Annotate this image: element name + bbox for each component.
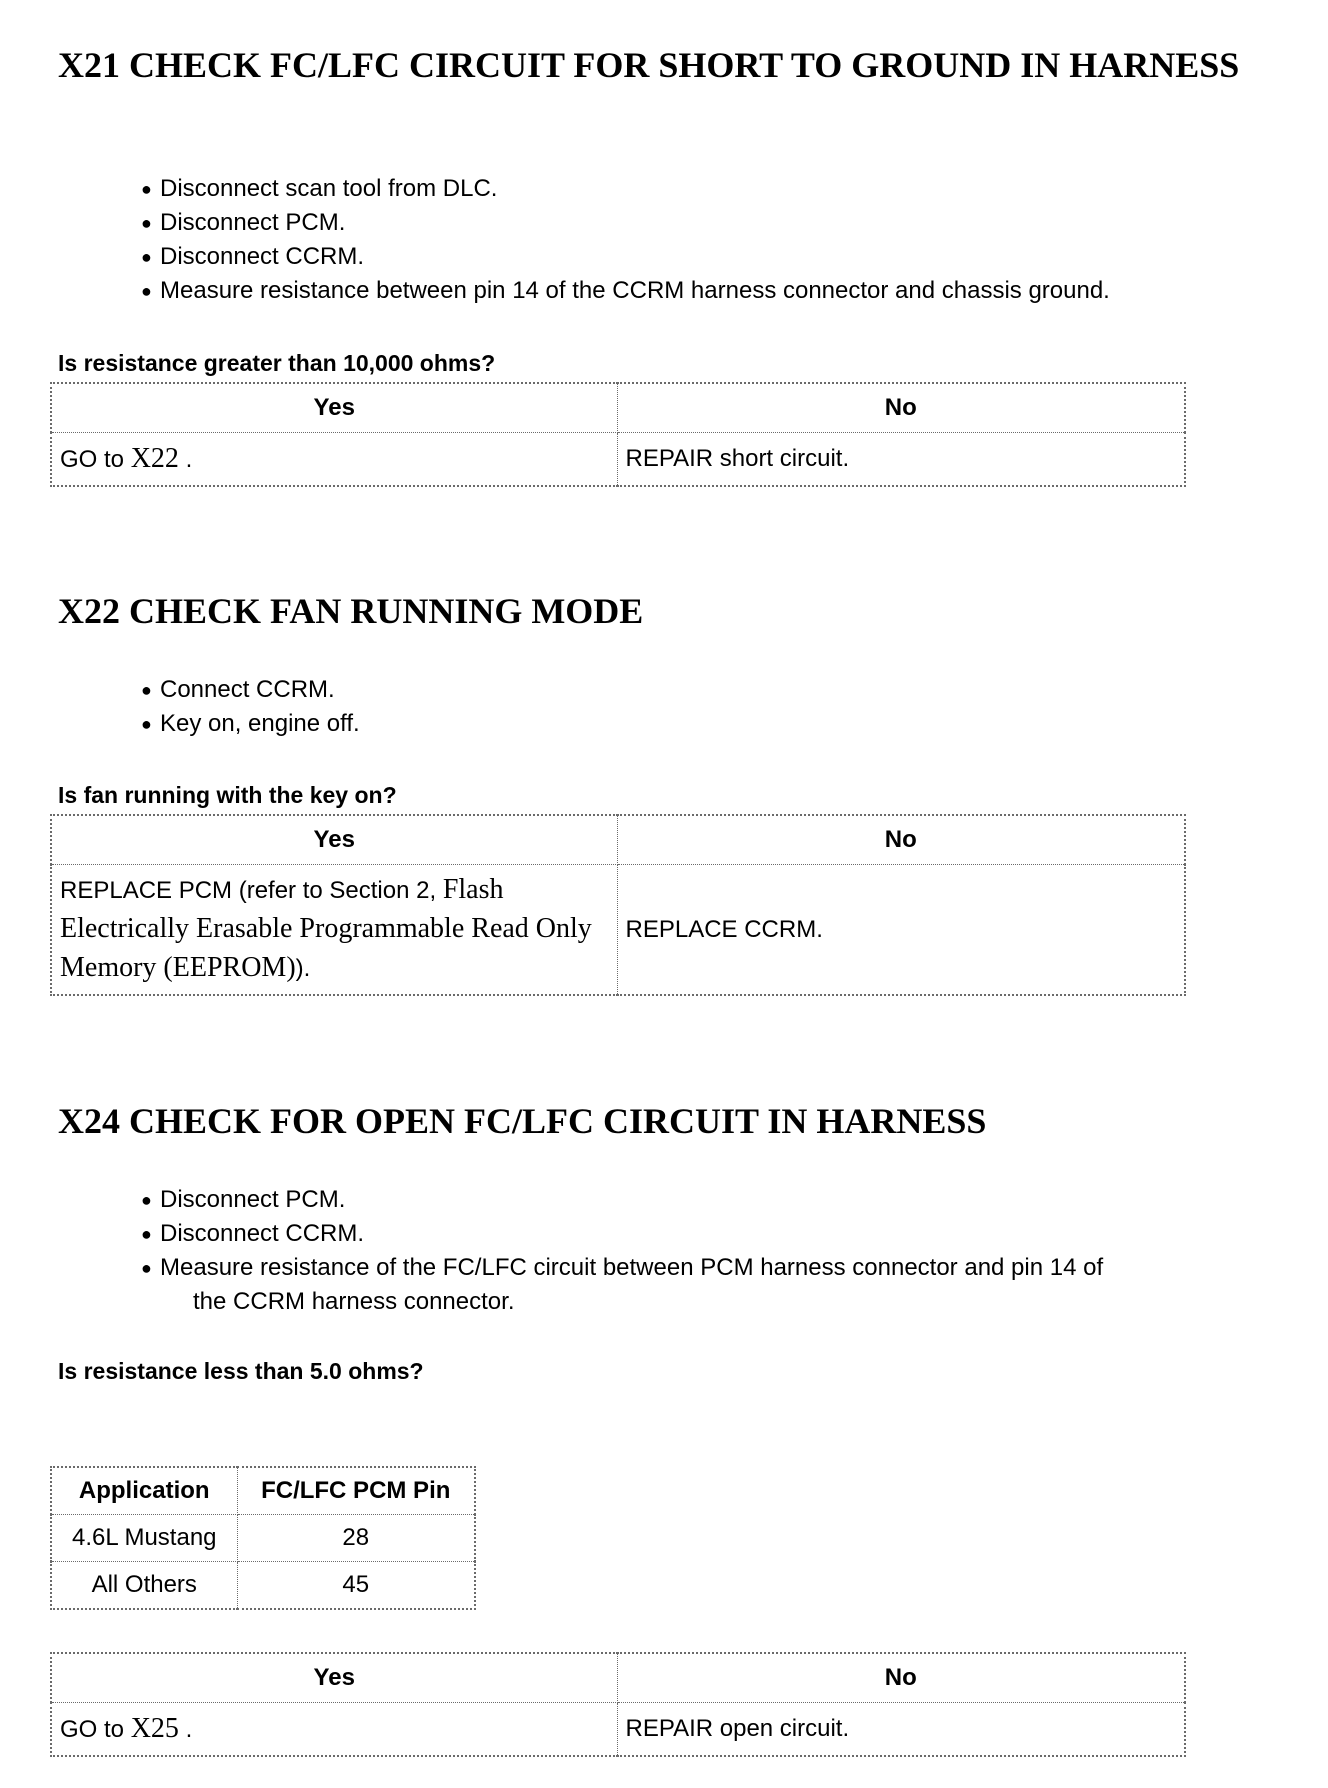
no-header: No: [617, 383, 1185, 433]
section-x21-steps: [140, 172, 1280, 308]
list-item: ● Connect CCRM.: [140, 673, 1280, 707]
list-item-continuation: the CCRM harness connector.: [193, 1288, 515, 1315]
yes-action-text: GO to: [60, 1716, 125, 1743]
no-cell: REPAIR short circuit.: [617, 433, 1185, 487]
application-header: Application: [51, 1467, 237, 1515]
no-cell: REPAIR open circuit.: [617, 1703, 1185, 1757]
table-row: [51, 433, 1185, 487]
list-item: ● Disconnect CCRM.: [140, 240, 1280, 274]
bullet-icon: ●: [141, 247, 152, 267]
table-header-row: [51, 383, 1185, 433]
no-cell: REPLACE CCRM.: [617, 865, 1185, 996]
no-header: No: [617, 815, 1185, 865]
list-item: ● Disconnect scan tool from DLC.: [140, 172, 1280, 206]
section-x24-question: Is resistance less than 5.0 ohms?: [58, 1358, 424, 1384]
yes-cell: [51, 433, 617, 487]
section-x22-steps: [140, 673, 1280, 741]
bullet-icon: ●: [141, 1224, 152, 1244]
yes-header: Yes: [51, 383, 617, 433]
list-item: ● Measure resistance of the FC/LFC circuit between PCM harness connector and pin 14 of the CCRM harness connector.: [140, 1251, 1280, 1319]
bullet-icon: ●: [141, 213, 152, 233]
list-item: ● Disconnect CCRM.: [140, 1217, 1280, 1251]
list-item: ● Disconnect PCM.: [140, 206, 1280, 240]
yes-action-text: GO to: [60, 446, 125, 473]
section-x24-heading: X24 CHECK FOR OPEN FC/LFC CIRCUIT IN HARNESS: [58, 1101, 987, 1141]
yes-action-suffix: .: [185, 1716, 193, 1743]
bullet-icon: ●: [141, 714, 152, 734]
section-x22-question: Is fan running with the key on?: [58, 782, 397, 808]
bullet-icon: ●: [141, 1190, 152, 1210]
yes-header: Yes: [51, 1653, 617, 1703]
pin-cell: 45: [237, 1562, 475, 1610]
list-item: ● Disconnect PCM.: [140, 1183, 1280, 1217]
bullet-icon: ●: [141, 281, 152, 301]
flash-eeprom-link[interactable]: Flash Electrically Erasable Programmable Read Only Memory (EEPROM): [60, 874, 592, 983]
yes-action-text: REPLACE PCM (refer to Section 2,: [60, 877, 437, 904]
application-cell: All Others: [51, 1562, 237, 1610]
pcm-pin-header: FC/LFC PCM Pin: [237, 1467, 475, 1515]
yes-action-suffix: ).: [295, 955, 311, 982]
section-x24-steps: [140, 1183, 1280, 1319]
table-row: [51, 1703, 1185, 1757]
goto-x25-link[interactable]: X25: [130, 1713, 179, 1744]
no-header: No: [617, 1653, 1185, 1703]
list-item: ● Measure resistance between pin 14 of the CCRM harness connector and chassis ground.: [140, 274, 1280, 308]
bullet-icon: ●: [141, 179, 152, 199]
table-row: [51, 1562, 475, 1610]
table-header-row: [51, 1467, 475, 1515]
list-item: ● Key on, engine off.: [140, 707, 1280, 741]
section-x22-result-table: [50, 814, 1186, 996]
yes-cell: [51, 1703, 617, 1757]
table-row: [51, 865, 1185, 996]
table-header-row: [51, 815, 1185, 865]
section-x21-question: Is resistance greater than 10,000 ohms?: [58, 350, 496, 376]
yes-cell: [51, 865, 617, 996]
yes-action-suffix: .: [185, 446, 193, 473]
yes-header: Yes: [51, 815, 617, 865]
section-x21-heading: X21 CHECK FC/LFC CIRCUIT FOR SHORT TO GROUND IN HARNESS: [58, 45, 1240, 85]
application-pin-table: [50, 1466, 476, 1610]
table-header-row: [51, 1653, 1185, 1703]
section-x24-result-table: [50, 1652, 1186, 1757]
section-x22-heading: X22 CHECK FAN RUNNING MODE: [58, 591, 644, 631]
table-row: [51, 1515, 475, 1562]
bullet-icon: ●: [141, 680, 152, 700]
pin-cell: 28: [237, 1515, 475, 1562]
section-x21-result-table: [50, 382, 1186, 487]
application-cell: 4.6L Mustang: [51, 1515, 237, 1562]
bullet-icon: ●: [141, 1258, 152, 1278]
goto-x22-link[interactable]: X22: [130, 443, 179, 474]
